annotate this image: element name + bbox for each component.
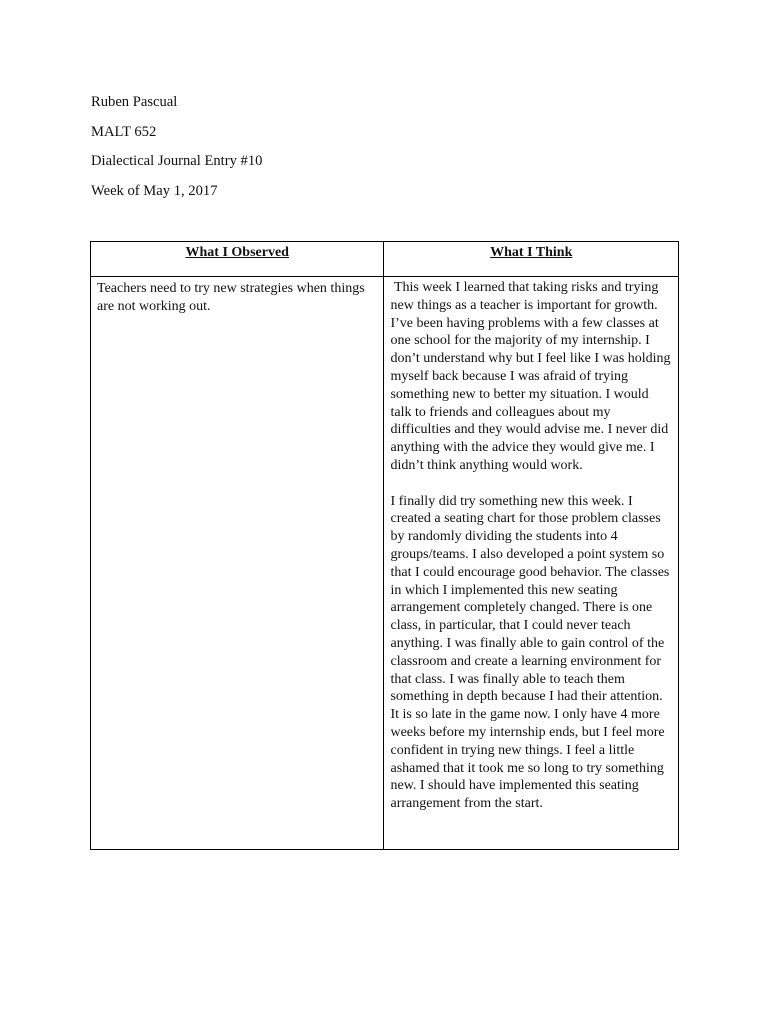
journal-table (90, 241, 679, 850)
think-cell (384, 277, 679, 850)
table-row (91, 277, 679, 850)
column-header-think: What I Think (384, 242, 679, 277)
journal-entry-title: Dialectical Journal Entry #10 (91, 153, 263, 169)
course-code: MALT 652 (91, 124, 157, 140)
table-header-row (91, 242, 679, 277)
week-date: Week of May 1, 2017 (91, 183, 218, 199)
observed-cell (91, 277, 384, 850)
column-header-observed: What I Observed (91, 242, 384, 277)
observed-text: Teachers need to try new strategies when things are not working out. (97, 281, 365, 314)
think-paragraph-2: I finally did try something new this week. I created a seating chart for those problem classes by randomly dividing the students into 4 groups/teams. I also developed a point system so that I could encourage good behavior. The classes in which I implemented this new seating arrangement completely changed. There is one class, in particular, that I could never teach anything. I was finally able to gain control of the classroom and create a learning environment for that class. I was finally able to teach them something in depth because I had their attention. It is so late in the game now. I only have 4 more weeks before my internship ends, but I feel more confident in trying new things. I feel a little ashamed that it took me so long to try something new. I should have implemented this seating arrangement from the start. (390, 493, 670, 812)
author-name: Ruben Pascual (91, 94, 178, 110)
think-paragraph-1: This week I learned that taking risks and trying new things as a teacher is important for growth. I’ve been having problems with a few classes at one school for the majority of my internship. I don’t understand why but I feel like I was holding myself back because I was afraid of trying something new to better my situation. I would talk to friends and colleagues about my difficulties and they would advise me. I never did anything with the advice they would give me. I didn’t think anything would work. (390, 280, 675, 473)
